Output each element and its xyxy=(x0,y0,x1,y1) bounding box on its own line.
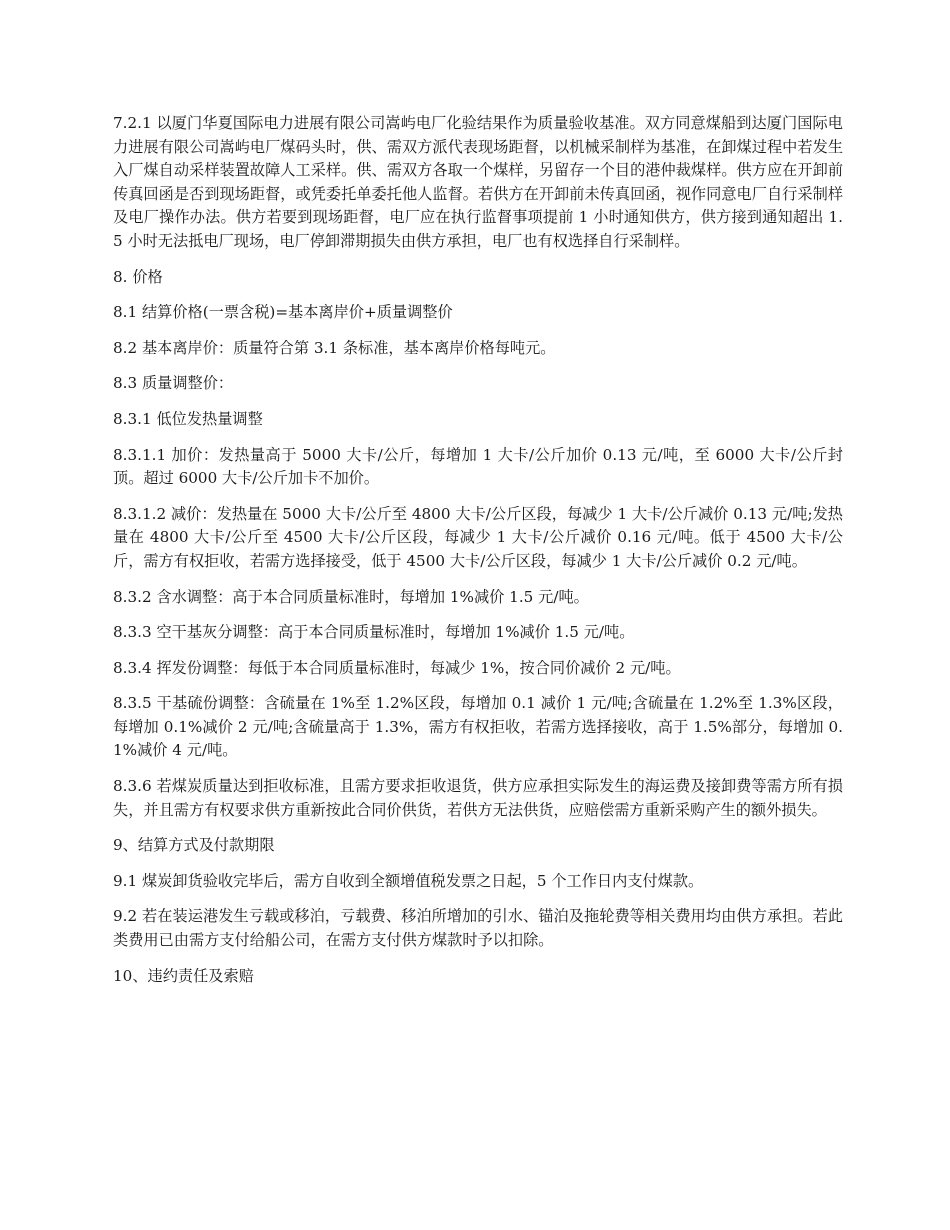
section-heading-liability: 10、违约责任及索赔 xyxy=(113,966,254,985)
section-heading-price: 8. 价格 xyxy=(113,267,163,286)
clause-8-3: 8.3 质量调整价： xyxy=(113,374,234,393)
clause-9-1: 9.1 煤炭卸货验收完毕后，需方自收到全额增值税发票之日起，5 个工作日内支付煤款。 xyxy=(113,871,704,890)
clause-8-3-4: 8.3.4 挥发份调整：每低于本合同质量标准时，每减少 1%，按合同价减价 2 元/吨。 xyxy=(113,658,681,677)
clause-8-1: 8.1 结算价格(一票含税)=基本离岸价+质量调整价 xyxy=(113,303,453,322)
clause-8-3-5: 8.3.5 干基硫份调整：含硫量在 1%至 1.2%区段，每增加 0.1 减价 1 元/吨;含硫量在 1.2%至 1.3%区段，每增加 0.1%减价 2 元/吨;含硫量高于 1.3%，需方有权拒收，若需方选择接收，高于 1.5%部分，每增加 0.1%减价 4 元/吨。 xyxy=(113,694,843,760)
clause-8-2: 8.2 基本离岸价：质量符合第 3.1 条标准，基本离岸价格每吨元。 xyxy=(113,338,556,357)
clause-8-3-2: 8.3.2 含水调整：高于本合同质量标准时，每增加 1%减价 1.5 元/吨。 xyxy=(113,587,589,606)
clause-8-3-3: 8.3.3 空干基灰分调整：高于本合同质量标准时，每增加 1%减价 1.5 元/吨。 xyxy=(113,623,635,642)
clause-8-3-1-2: 8.3.1.2 减价：发热量在 5000 大卡/公斤至 4800 大卡/公斤区段，每减少 1 大卡/公斤减价 0.13 元/吨;发热量在 4800 大卡/公斤至 4500 大卡/公斤区段，每减少 1 大卡/公斤减价 0.16 元/吨。低于 4500 大卡/公斤，需方有权拒收，若需方选择接受，低于 4500 大卡/公斤区段，每减少 1 大卡/公斤减价 0.2 元/吨。 xyxy=(113,504,843,570)
document-body xyxy=(113,112,843,1000)
section-heading-settlement: 9、结算方式及付款期限 xyxy=(113,836,275,855)
clause-7-2-1: 7.2.1 以厦门华夏国际电力进展有限公司嵩屿电厂化验结果作为质量验收基准。双方同意煤船到达厦门国际电力进展有限公司嵩屿电厂煤码头时，供、需双方派代表现场距督，以机械采制样为基准，在卸煤过程中若发生入厂煤自动采样装置故障人工采样。供、需双方各取一个煤样，另留存一个目的港仲裁煤样。供方应在开卸前传真回函是否到现场距督，或凭委托单委托他人监督。若供方在开卸前未传真回函，视作同意电厂自行采制样及电厂操作办法。供方若要到现场距督，电厂应在执行监督事项提前 1 小时通知供方，供方接到通知超出 1.5 小时无法抵电厂现场，电厂停卸滞期损失由供方承担，电厂也有权选择自行采制样。 xyxy=(113,114,843,250)
clause-9-2: 9.2 若在装运港发生亏载或移泊，亏载费、移泊所增加的引水、锚泊及拖轮费等相关费用均由供方承担。若此类费用已由需方支付给船公司，在需方支付供方煤款时予以扣除。 xyxy=(113,907,843,950)
clause-8-3-1-1: 8.3.1.1 加价：发热量高于 5000 大卡/公斤，每增加 1 大卡/公斤加价 0.13 元/吨，至 6000 大卡/公斤封顶。超过 6000 大卡/公斤加卡不加价。 xyxy=(113,445,843,488)
clause-8-3-6: 8.3.6 若煤炭质量达到拒收标准，且需方要求拒收退货，供方应承担实际发生的海运费及接卸费等需方所有损失，并且需方有权要求供方重新按此合同价供货，若供方无法供货，应赔偿需方重新采购产生的额外损失。 xyxy=(113,777,843,819)
clause-8-3-1: 8.3.1 低位发热量调整 xyxy=(113,409,263,428)
